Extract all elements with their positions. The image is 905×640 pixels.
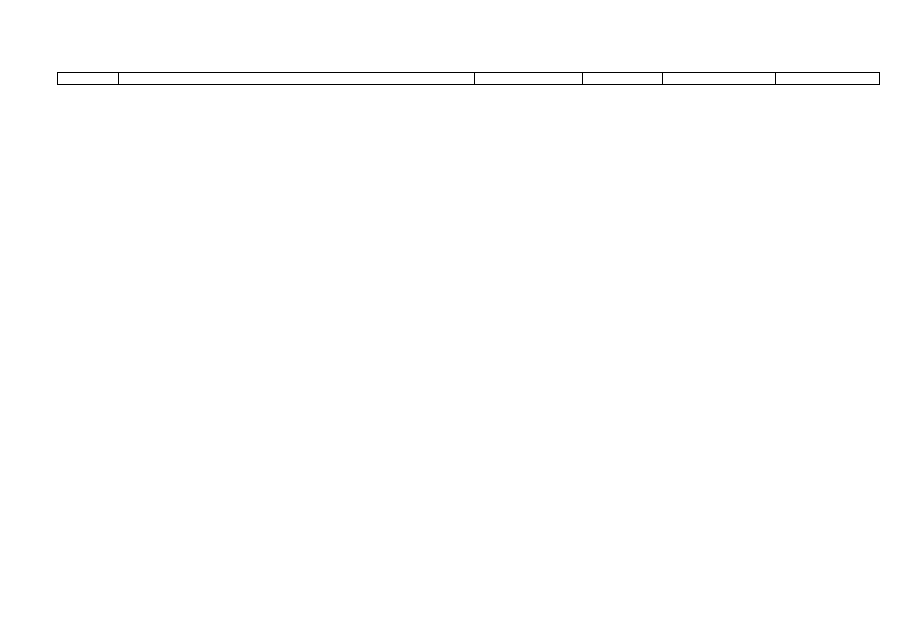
header-col-6 bbox=[776, 73, 880, 85]
column-number-header bbox=[57, 72, 880, 85]
header-col-5 bbox=[663, 73, 776, 85]
header-col-2 bbox=[118, 73, 475, 85]
header-col-4 bbox=[583, 73, 663, 85]
header-col-1 bbox=[58, 73, 119, 85]
header-col-3 bbox=[475, 73, 583, 85]
